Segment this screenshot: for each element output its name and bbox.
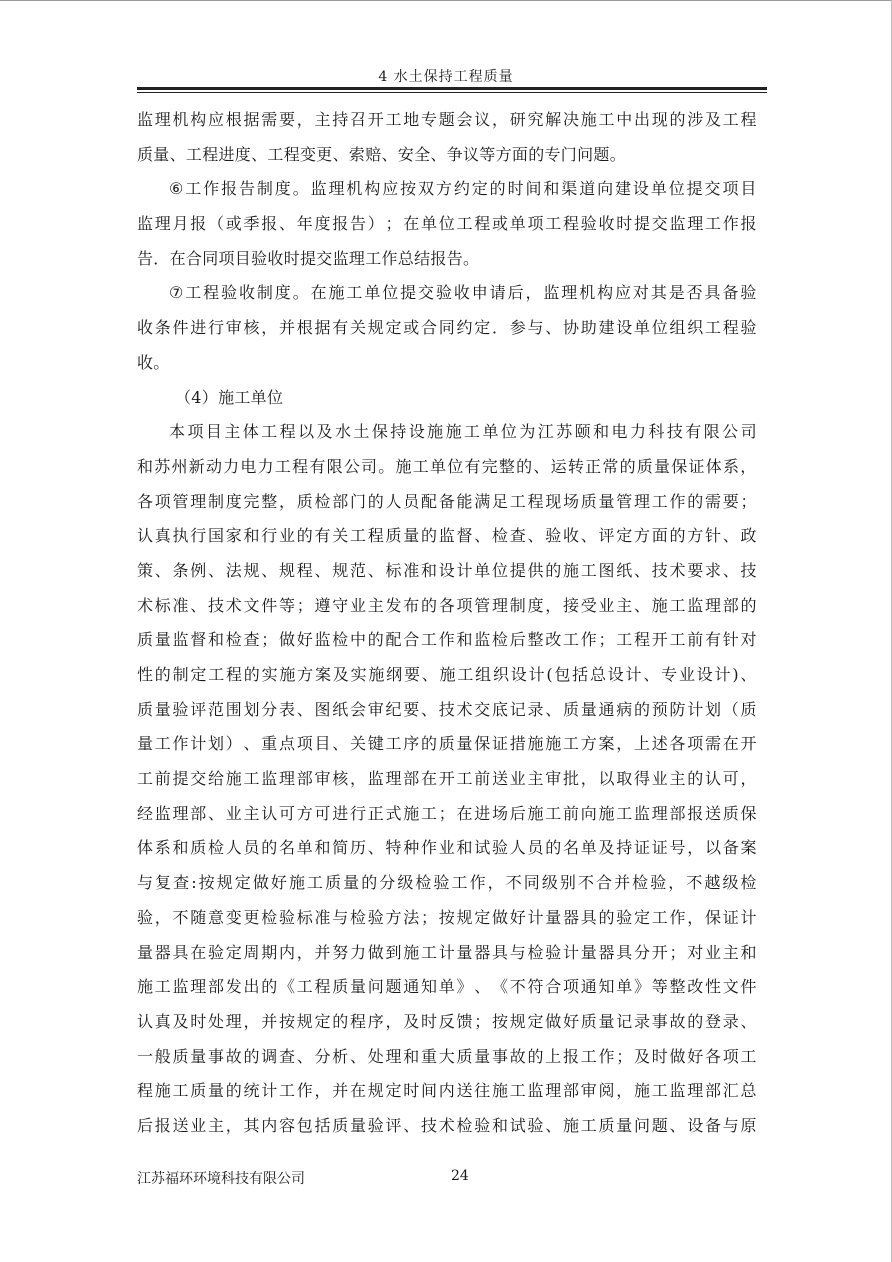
text-line [137, 138, 757, 173]
footer-company: 江苏福环环境科技有限公司 [137, 1171, 305, 1187]
text-line: 后 报 送 业 主 ， 其 内 容 包 括 质 量 验 评 、 技 术 检 验 和 试 验 、 施 工 质 量 问 题 、 设 备 与 原 [137, 1115, 757, 1135]
header-rule-thick [137, 87, 767, 90]
text-line: 本 项 目 主 体 工 程 以 及 水 土 保 持 设 施 施 工 单 位 为 江 苏 颐 和 电 力 科 技 有 限 公 司 [169, 422, 757, 442]
line-text: 收。 [137, 352, 170, 372]
text-line: 监 理 机 构 应 根 据 需 要 ， 主 持 召 开 工 地 专 题 会 议 ， 研 究 解 决 施 工 中 出 现 的 涉 及 工 程 [137, 110, 757, 129]
text-line: ⑦ 工 程 验 收 制 度 。 在 施 工 单 位 提 交 验 收 申 请 后 ， 监 理 机 构 应 对 其 是 否 具 备 验 [169, 283, 757, 303]
footer-page-number: 24 [451, 1168, 469, 1184]
header-rule-thin [137, 92, 767, 93]
line-text: 告．在合同项目验收时提交监理工作总结报告。 [137, 248, 480, 268]
text-line: 质 量 验 评 范 围 划 分 表 、 图 纸 会 审 纪 要 、 技 术 交 底 记 录 、 质 量 通 病 的 预 防 计 划 （ 质 [137, 699, 757, 719]
text-line: 质 量 监 督 和 检 查 ； 做 好 监 检 中 的 配 合 工 作 和 监 检 后 整 改 工 作 ； 工 程 开 工 前 有 针 对 [137, 630, 757, 650]
text-line: 和 苏 州 新 动 力 电 力 工 程 有 限 公 司 。 施 工 单 位 有 完 整 的 、 运 转 正 常 的 质 量 保 证 体 系 ， [137, 456, 757, 476]
text-line: 验 ， 不 随 意 变 更 检 验 标 准 与 检 验 方 法 ； 按 规 定 做 好 计 量 器 具 的 验 定 工 作 ， 保 证 计 [137, 907, 757, 927]
text-line [137, 346, 757, 381]
text-line: 量 工 作 计 划 ） 、 重 点 项 目 、 关 键 工 序 的 质 量 保 证 措 施 施 工 方 案 ， 上 述 各 项 需 在 开 [137, 734, 757, 754]
line-text: （4）施工单位 [175, 387, 284, 407]
text-line: 体 系 和 质 检 人 员 的 名 单 和 简 历 、 特 种 作 业 和 试 验 人 员 的 名 单 及 持 证 证 号 ， 以 备 案 [137, 838, 757, 858]
line-text: 质量、工程进度、工程变更、索赔、安全、争议等方面的专门问题。 [137, 144, 627, 164]
text-line: 监 理 月 报 （ 或 季 报 、 年 度 报 告 ） ； 在 单 位 工 程 或 单 项 工 程 验 收 时 提 交 监 理 工 作 报 [137, 214, 757, 234]
text-line: 与 复 查 : 按 规 定 做 好 施 工 质 量 的 分 级 检 验 工 作 ， 不 同 级 别 不 合 并 检 验 ， 不 越 级 检 [137, 873, 757, 893]
text-line: 认 真 及 时 处 理 ， 并 按 规 定 的 程 序 ， 及 时 反 馈 ； 按 规 定 做 好 质 量 记 录 事 故 的 登 录 、 [137, 1011, 757, 1031]
text-line: 性 的 制 定 工 程 的 实 施 方 案 及 实 施 纲 要 、 施 工 组 织 设 计 ( 包 括 总 设 计 、 专 业 设 计 ) 、 [137, 665, 757, 684]
text-line: 量 器 具 在 验 定 周 期 内 ， 并 努 力 做 到 施 工 计 量 器 具 与 检 验 计 量 器 具 分 开 ； 对 业 主 和 [137, 942, 757, 962]
header-title: 4 水土保持工程质量 [378, 69, 514, 85]
text-line: 经 监 理 部 、 业 主 认 可 方 可 进 行 正 式 施 工 ； 在 进 场 后 施 工 前 向 施 工 监 理 部 报 送 质 保 [137, 803, 757, 823]
text-line [137, 242, 757, 277]
text-line: 认 真 执 行 国 家 和 行 业 的 有 关 工 程 质 量 的 监 督 、 检 查 、 验 收 、 评 定 方 面 的 方 针 、 政 [137, 526, 757, 546]
text-line: ⑥ 工 作 报 告 制 度 。 监 理 机 构 应 按 双 方 约 定 的 时 间 和 渠 道 向 建 设 单 位 提 交 项 目 [169, 179, 757, 199]
text-line: 收 条 件 进 行 审 核 ， 并 根 据 有 关 规 定 或 合 同 约 定 ． 参 与 、 协 助 建 设 单 位 组 织 工 程 验 [137, 318, 757, 338]
text-line: 策 、 条 例 、 法 规 、 规 程 、 规 范 、 标 准 和 设 计 单 位 提 供 的 施 工 图 纸 、 技 术 要 求 、 技 [137, 560, 757, 580]
text-line: 各 项 管 理 制 度 完 整 ， 质 检 部 门 的 人 员 配 备 能 满 足 工 程 现 场 质 量 管 理 工 作 的 需 要 ； [137, 491, 757, 511]
page-border-top [0, 0, 892, 1]
text-line: 一 般 质 量 事 故 的 调 查 、 分 析 、 处 理 和 重 大 质 量 事 故 的 上 报 工 作 ； 及 时 做 好 各 项 工 [137, 1046, 757, 1066]
text-line: 施 工 监 理 部 发 出 的 《 工 程 质 量 问 题 通 知 单 》 、 《 不 符 合 项 通 知 单 》 等 整 改 性 文 件 [137, 977, 757, 997]
body-text [137, 103, 757, 1144]
text-line: 工 前 提 交 给 施 工 监 理 部 审 核 ， 监 理 部 在 开 工 前 送 业 主 审 批 ， 以 取 得 业 主 的 认 可 ， [137, 769, 757, 789]
text-line [137, 381, 757, 416]
text-line: 术 标 准 、 技 术 文 件 等 ； 遵 守 业 主 发 布 的 各 项 管 理 制 度 ， 接 受 业 主 、 施 工 监 理 部 的 [137, 595, 757, 615]
text-line: 程 施 工 质 量 的 统 计 工 作 ， 并 在 规 定 时 间 内 送 往 施 工 监 理 部 审 阅 ， 施 工 监 理 部 汇 总 [137, 1081, 757, 1101]
